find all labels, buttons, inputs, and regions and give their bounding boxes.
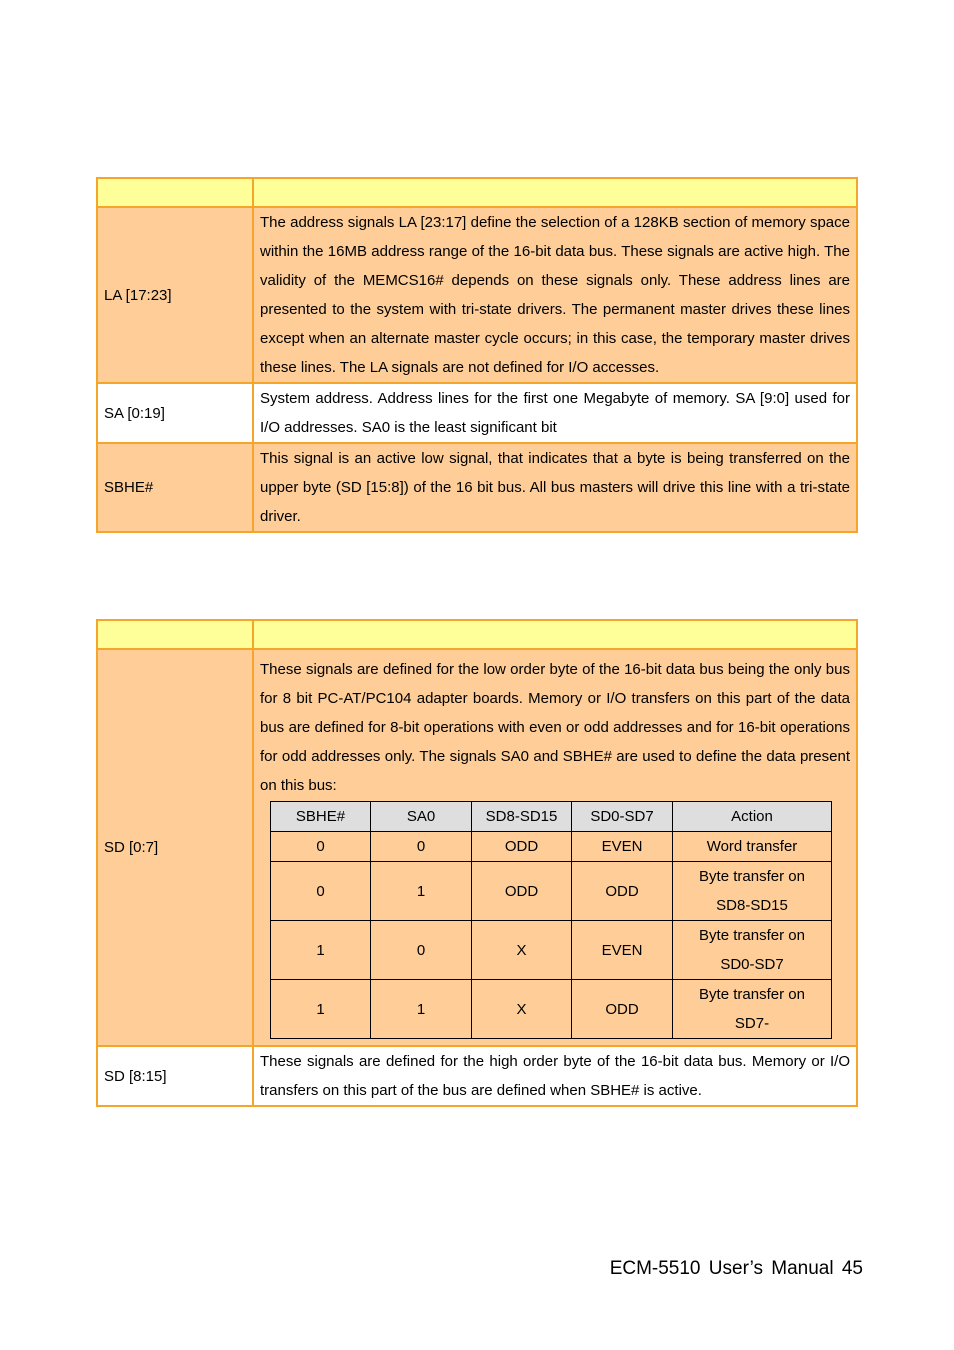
table-header-row — [97, 178, 857, 207]
signal-description: This signal is an active low signal, that indicates that a byte is being transferred on the upper byte (SD [15:8]) of the 16 bit bus. All bus masters will drive this line with a tri-state driver. — [253, 443, 857, 532]
transfer-row — [271, 921, 832, 980]
action-line: SD7- — [734, 1015, 770, 1032]
transfer-table-header — [271, 802, 832, 832]
header-cell-description — [253, 178, 857, 207]
table-row — [97, 1046, 857, 1106]
column-header: Action — [673, 802, 832, 832]
header-cell-name — [97, 178, 253, 207]
action-line: Byte transfer on — [699, 868, 805, 885]
signal-name: SBHE# — [97, 443, 253, 532]
action-line: SD8-SD15 — [716, 897, 788, 914]
sd0-sd7-cell: ODD — [572, 862, 673, 921]
sd0-sd7-cell: ODD — [572, 980, 673, 1039]
data-signals-table — [96, 619, 858, 1107]
header-cell-name — [97, 620, 253, 649]
sa0-cell: 1 — [371, 980, 472, 1039]
sa0-cell: 0 — [371, 921, 472, 980]
column-header: SD8-SD15 — [472, 802, 572, 832]
signal-name: SA [0:19] — [97, 383, 253, 443]
signal-description-text: These signals are defined for the low order byte of the 16-bit data bus being the only bus for 8 bit PC-AT/PC104 adapter boards. Memory or I/O transfers on this part of the data bus are defined for 8-bit operations with even or odd addresses and for 16-bit operations for odd addresses only. The signals SA0 and SBHE# are used to define the data present on this bus: — [260, 661, 850, 794]
sa0-cell: 1 — [371, 862, 472, 921]
sd0-sd7-cell: EVEN — [572, 832, 673, 862]
sd8-sd15-cell: ODD — [472, 832, 572, 862]
table-row — [97, 383, 857, 443]
sd8-sd15-cell: X — [472, 921, 572, 980]
signal-name: SD [8:15] — [97, 1046, 253, 1106]
table-row — [97, 207, 857, 383]
signal-name: SD [0:7] — [97, 649, 253, 1046]
action-cell — [673, 980, 832, 1039]
action-line: Byte transfer on — [699, 927, 805, 944]
sbhe-cell: 0 — [271, 832, 371, 862]
signal-name: LA [17:23] — [97, 207, 253, 383]
signal-description: The address signals LA [23:17] define the selection of a 128KB section of memory space within the 16MB address range of the 16-bit data bus. These signals are active high. The validity of the MEMCS16# depends on these signals only. These address lines are presented to the system with tri-state drivers. The permanent master drives these lines except when an alternate master cycle occurs; in this case, the temporary master drives these lines. The LA signals are not defined for I/O accesses. — [253, 207, 857, 383]
sbhe-cell: 0 — [271, 862, 371, 921]
column-header: SA0 — [371, 802, 472, 832]
action-cell — [673, 832, 832, 862]
page-footer: ECM-5510 User’s Manual 45 — [609, 1258, 863, 1279]
transfer-row — [271, 832, 832, 862]
sa0-cell: 0 — [371, 832, 472, 862]
header-cell-description — [253, 620, 857, 649]
transfer-table — [270, 801, 832, 1039]
sd8-sd15-cell: X — [472, 980, 572, 1039]
action-line: Byte transfer on — [699, 986, 805, 1003]
sd0-sd7-cell: EVEN — [572, 921, 673, 980]
table-row — [97, 649, 857, 1046]
action-line: Word transfer — [706, 838, 798, 855]
action-cell — [673, 921, 832, 980]
address-signals-table — [96, 177, 858, 533]
column-header: SD0-SD7 — [572, 802, 673, 832]
sbhe-cell: 1 — [271, 921, 371, 980]
sd8-sd15-cell: ODD — [472, 862, 572, 921]
action-line: SD0-SD7 — [720, 956, 784, 973]
signal-description — [253, 649, 857, 1046]
transfer-row — [271, 980, 832, 1039]
signal-description: These signals are defined for the high order byte of the 16-bit data bus. Memory or I/O transfers on this part of the bus are defined when SBHE# is active. — [253, 1046, 857, 1106]
table-header-row — [97, 620, 857, 649]
signal-description: System address. Address lines for the first one Megabyte of memory. SA [9:0] used for I/O addresses. SA0 is the least significant bit — [253, 383, 857, 443]
table-row — [97, 443, 857, 532]
action-cell — [673, 862, 832, 921]
sbhe-cell: 1 — [271, 980, 371, 1039]
transfer-row — [271, 862, 832, 921]
column-header: SBHE# — [271, 802, 371, 832]
